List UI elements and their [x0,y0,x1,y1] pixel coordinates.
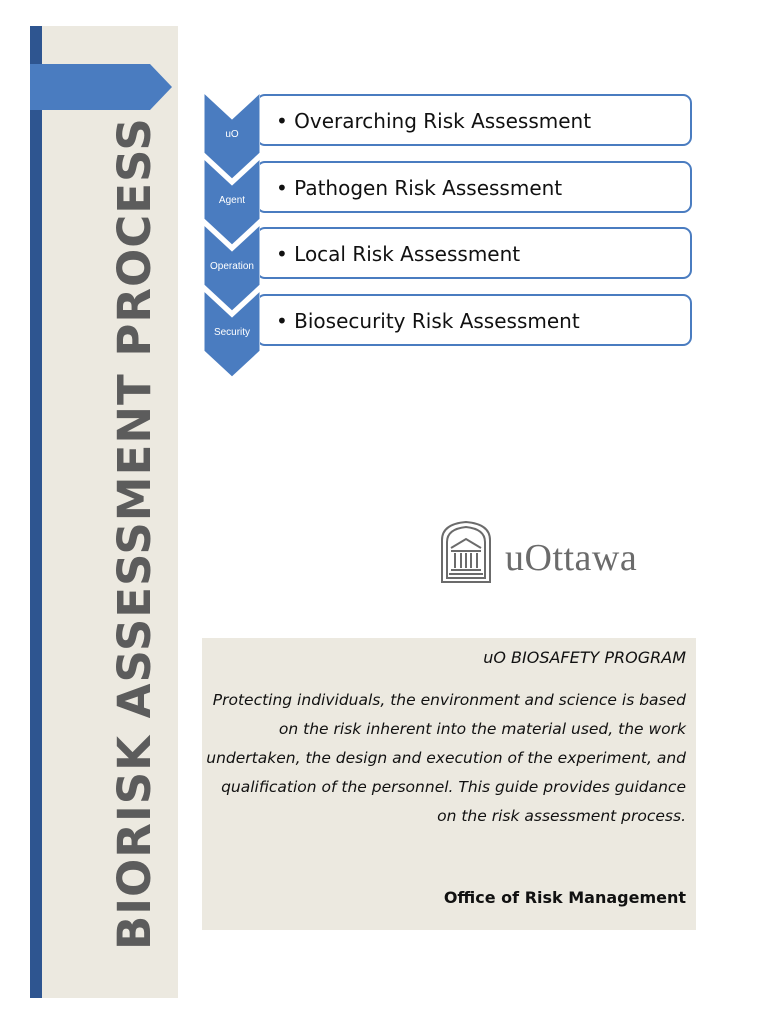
step-label: • Pathogen Risk Assessment [276,176,563,200]
step-box-local [256,227,692,279]
info-panel [202,638,696,930]
chevron-label: Security [213,327,251,338]
step-label: • Local Risk Assessment [276,242,521,266]
chevron-label: Operation [210,261,254,272]
document-title: BIORISK ASSESSMENT PROCESS [108,117,161,950]
building-columns-icon [438,518,494,584]
step-box-biosecurity [256,294,692,346]
logo-wordmark: uOttawa [505,537,638,579]
step-box-overarching [256,94,692,146]
step-label: • Overarching Risk Assessment [276,109,592,133]
sidebar-rule [30,26,42,998]
chevron-label: uO [225,129,239,140]
step-label: • Biosecurity Risk Assessment [276,309,580,333]
program-title: uO BIOSAFETY PROGRAM [483,648,686,667]
chevron-label: Agent [218,195,246,206]
program-description: Protecting individuals, the environment and science is based on the risk inherent into the material used, the work undertaken, the design and execution of the experiment, and qualification of the personnel. This guide provides guidance on the risk assessment process. [206,691,686,825]
sidebar-arrow-tab [30,64,172,110]
step-box-pathogen [256,161,692,213]
office-name: Office of Risk Management [443,888,686,907]
